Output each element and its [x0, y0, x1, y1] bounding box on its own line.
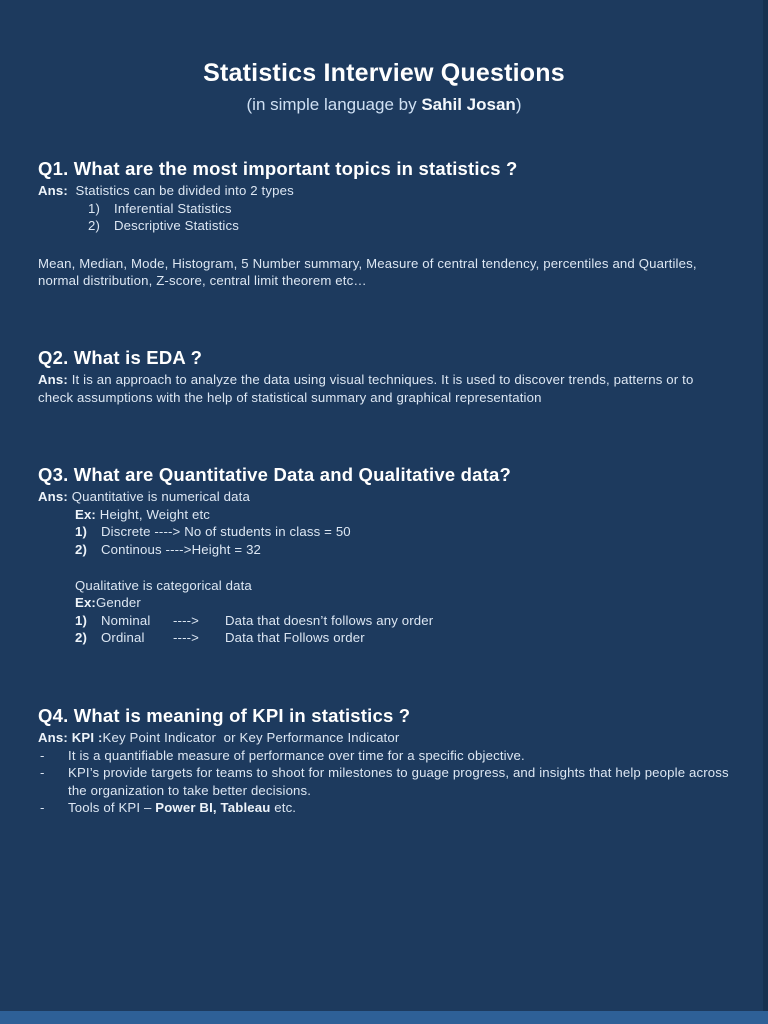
item-number: 1)	[75, 612, 88, 628]
qualitative-block	[75, 577, 730, 647]
footer-bar	[0, 1011, 768, 1024]
item-number: 2)	[75, 630, 88, 646]
q3-answer-line	[38, 488, 730, 506]
bullet-item	[38, 747, 730, 765]
item-text: Data that doesn’t follows any order	[225, 612, 434, 628]
item-term: Ordinal	[101, 630, 145, 646]
question-section-q3	[38, 463, 730, 647]
author-name: Sahil Josan	[421, 95, 516, 114]
ans-text: Key Point Indicator or Key Performance Indicator	[102, 729, 400, 745]
list-item	[75, 541, 730, 559]
ex-label: Ex:	[75, 595, 96, 611]
q3-heading: Q3. What are Quantitative Data and Qualitative data?	[38, 464, 512, 486]
question-section-q4	[38, 704, 733, 817]
list-item	[75, 612, 730, 630]
ans-label: Ans:	[38, 371, 68, 387]
q4-heading: Q4. What is meaning of KPI in statistics ?	[38, 704, 411, 726]
list-item	[75, 523, 730, 541]
ans-label: Ans:	[38, 183, 68, 198]
q4-answer-line	[38, 729, 730, 747]
subtitle-suffix: )	[515, 95, 522, 114]
ex-label: Ex:	[75, 506, 96, 522]
bullet-tools-bold: Power BI, Tableau	[155, 800, 271, 816]
item-number: 2)	[75, 541, 88, 557]
example-line	[75, 594, 730, 612]
list-item	[88, 217, 730, 235]
q1-heading: Q1. What are the most important topics in statistics ?	[38, 158, 518, 179]
q1-topics-paragraph: Mean, Median, Mode, Histogram, 5 Number summary, Measure of central tendency, percentiles and Quartiles, normal distribution, Z-score, central limit theorem etc…	[38, 255, 701, 289]
item-text: Continous ---->Height = 32	[101, 541, 262, 557]
page-title: Statistics Interview Questions	[203, 59, 565, 87]
item-text: Inferential Statistics	[114, 200, 232, 216]
subtitle-prefix: (in simple language by	[246, 95, 422, 114]
ans-label: Ans: KPI :	[38, 729, 103, 745]
item-number: 2)	[88, 218, 101, 234]
q1-list	[88, 200, 730, 235]
item-number: 1)	[75, 524, 88, 540]
bullet-dash: -	[40, 747, 45, 763]
bullet-text-suffix: etc.	[270, 800, 297, 816]
item-term: Nominal	[101, 612, 151, 628]
ex-text: Height, Weight etc	[95, 506, 211, 522]
bullet-text: KPI’s provide targets for teams to shoot for milestones to guage progress, and insights that help people across the organization to take better decisions.	[68, 765, 733, 798]
bullet-item	[38, 764, 733, 799]
item-text: Discrete ----> No of students in class = 50	[101, 524, 351, 540]
q2-answer-line	[38, 371, 730, 406]
page-subtitle	[38, 94, 730, 115]
item-text: Descriptive Statistics	[114, 218, 239, 234]
item-number: 1)	[88, 200, 101, 216]
bullet-text: It is a quantifiable measure of performance over time for a specific objective.	[68, 747, 525, 763]
q1-answer-line	[38, 182, 730, 200]
ex-text: Gender	[95, 595, 141, 611]
qualitative-intro: Qualitative is categorical data	[75, 577, 252, 593]
ans-text: It is an approach to analyze the data using visual techniques. It is used to discover trends, patterns or to check assumptions with the help of statistical summary and graphical representation	[38, 371, 698, 405]
arrow-text: ---->	[173, 612, 200, 628]
page-edge-shade	[763, 0, 768, 1024]
list-item	[75, 629, 730, 647]
quantitative-block	[75, 506, 730, 559]
q2-heading: Q2. What is EDA ?	[38, 346, 203, 368]
bullet-text: Tools of KPI –	[68, 800, 156, 816]
bullet-dash: -	[40, 800, 45, 816]
ans-text: Statistics can be divided into 2 types	[67, 183, 294, 198]
ans-label: Ans:	[38, 489, 68, 505]
item-text: Data that Follows order	[225, 630, 365, 646]
ans-text: Quantitative is numerical data	[67, 489, 250, 505]
arrow-text: ---->	[173, 630, 200, 646]
question-section-q1	[38, 157, 730, 290]
example-line	[75, 506, 730, 524]
bullet-item	[38, 799, 730, 817]
question-section-q2	[38, 346, 730, 406]
bullet-dash: -	[40, 765, 45, 781]
list-item	[88, 200, 730, 218]
